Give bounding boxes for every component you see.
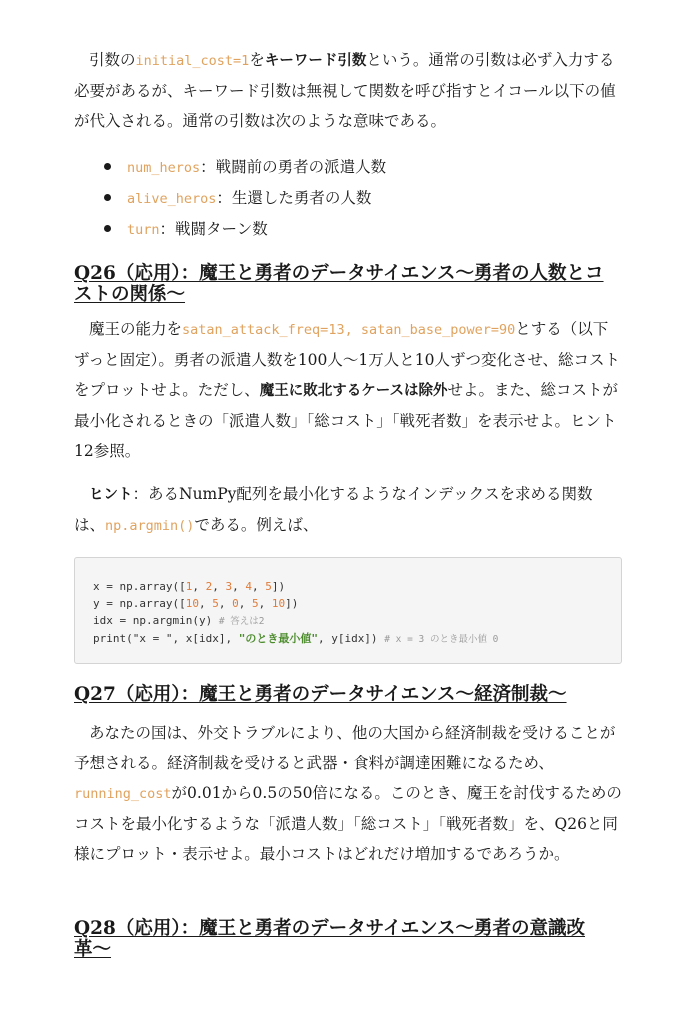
q27-heading: Q27（応用）：魔王と勇者のデータサイエンス〜経済制裁〜: [74, 684, 567, 705]
inline-code: running_cost: [74, 786, 172, 802]
code-string: "のとき最小値": [238, 632, 318, 645]
hint-paragraph: ヒント：あるNumPy配列を最小化するようなインデックスを求める関数は、np.argmin()である。例えば、: [74, 485, 593, 534]
code-line: y = np.array([10, 5, 0, 5, 10]): [93, 597, 299, 610]
bold-term: キーワード引数: [264, 53, 367, 69]
list-item: num_heros：戦闘前の勇者の派遣人数: [74, 152, 386, 183]
q26-heading: Q26（応用）：魔王と勇者のデータサイエンス〜勇者の人数とコストの関係〜: [74, 263, 604, 305]
code-block: [74, 557, 622, 664]
code-line: idx = np.argmin(y) # 答えは2: [93, 614, 265, 627]
code-comment: # x = 3 のとき最小値 0: [384, 634, 499, 645]
bullet-icon: [104, 194, 111, 201]
list-item: alive_heros：生還した勇者の人数: [74, 183, 386, 214]
inline-code: satan_attack_freq=13, satan_base_power=90: [182, 322, 516, 338]
intro-paragraph: 引数のinitial_cost=1をキーワード引数という。通常の引数は必ず入力する必要があるが、キーワード引数は無視して関数を呼び指すとイコール以下の値が代入される。通常の引数は次のような意味である。: [74, 51, 616, 130]
inline-code: np.argmin(): [105, 518, 195, 534]
inline-code: initial_cost=1: [135, 53, 250, 69]
inline-code: alive_heros: [127, 191, 217, 207]
code-comment: # 答えは2: [218, 616, 265, 627]
bullet-icon: [104, 225, 111, 232]
parameter-list: [74, 152, 386, 245]
bullet-icon: [104, 163, 111, 170]
list-item: turn：戦闘ターン数: [74, 214, 386, 245]
q27-paragraph: あなたの国は、外交トラブルにより、他の大国から経済制裁を受けることが予想される。経済制裁を受けると武器・食料が調達困難になるため、running_costが0.01から0.5の50倍になる。このとき、魔王を討伐するためのコストを最小化するような「派遣人数」「総コスト」「戦死者数」を、Q26と同様にプロット・表示せよ。最小コストはどれだけ増加するであろうか。: [74, 724, 622, 863]
code-line: x = np.array([1, 2, 3, 4, 5]): [93, 580, 286, 593]
q26-paragraph: 魔王の能力をsatan_attack_freq=13, satan_base_power=90とする（以下ずっと固定）。勇者の派遣人数を100人〜1万人と10人ずつ変化させ、総コストをプロットせよ。ただし、魔王に敗北するケースは除外せよ。また、総コストが最小化されるときの「派遣人数」「総コスト」「戦死者数」を表示せよ。ヒント12参照。: [74, 320, 621, 460]
code-line: print("x = ", x[idx], "のとき最小値", y[idx]) # x = 3 のとき最小値 0: [93, 632, 499, 645]
hint-label: ヒント: [89, 487, 133, 503]
bold-term: 魔王に敗北するケースは除外: [259, 383, 448, 399]
inline-code: num_heros: [127, 160, 201, 176]
q28-heading: Q28（応用）：魔王と勇者のデータサイエンス〜勇者の意識改革〜: [74, 918, 586, 960]
inline-code: turn: [127, 222, 160, 238]
